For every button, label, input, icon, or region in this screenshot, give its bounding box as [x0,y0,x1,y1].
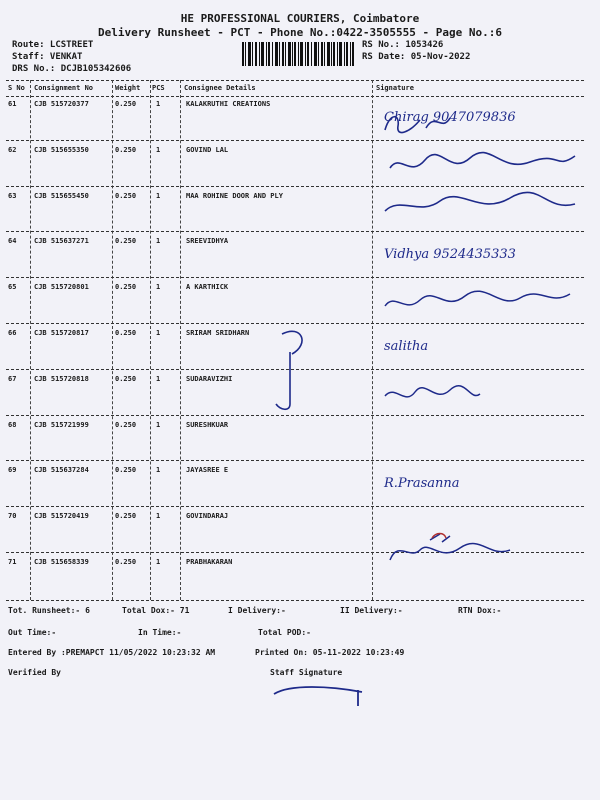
row-sno: 69 [8,466,17,475]
col-divider [30,80,31,600]
header-bottom-rule [6,96,584,97]
barcode-icon [242,42,354,66]
col-divider [112,80,113,600]
row-consignment-no: CJB 515721999 [34,420,89,429]
in-time: In Time:- [138,628,182,637]
col-header-signature: Signature [376,84,414,92]
row-sno: 66 [8,329,17,337]
row-weight: 0.250 [115,374,137,383]
row-consignee: GOVINDARAJ [186,512,229,521]
row-sno: 68 [8,420,17,429]
row-pcs: 1 [156,466,161,475]
signature-scribble-67 [380,376,580,416]
row-consignee: GOVIND LAL [186,145,229,154]
row-divider [6,277,584,278]
row-consignee: SRIRAM SRIDHARN [186,329,250,337]
row-sno: 64 [8,237,17,246]
row-consignment-no: CJB 515655450 [34,191,89,200]
signature-scribble-71 [380,530,580,570]
route-label: Route: LCSTREET [12,40,94,50]
row-weight: 0.250 [115,420,137,429]
row-consignee: MAA ROHINE DOOR AND PLY [186,191,283,200]
row-weight: 0.250 [115,558,137,566]
row-consignee: SREEVIDHYA [186,237,229,246]
row-consignee: SUDARAVIZHI [186,374,233,383]
row-consignment-no: CJB 515637284 [34,466,89,475]
total-pod: Total POD:- [258,628,311,637]
col-divider [150,80,151,600]
row-divider [6,506,584,507]
row-pcs: 1 [156,420,161,429]
table-top-rule [6,80,584,81]
col-header-sno: S No [8,84,25,92]
row-pcs: 1 [156,558,161,566]
i-delivery: I Delivery:- [228,606,286,615]
row-consignee: A KARTHICK [186,283,229,292]
row-consignee: KALAKRUTHI CREATIONS [186,100,271,108]
staff-signature-scribble [270,680,370,710]
printed-on: Printed On: 05-11-2022 10:23:49 [255,648,405,657]
staff-signature-label: Staff Signature [270,668,343,677]
signature-scribble-63 [380,186,580,226]
rs-number: RS No.: 1053426 [362,40,444,50]
rs-date: RS Date: 05-Nov-2022 [362,52,471,62]
row-consignment-no: CJB 515720801 [34,283,89,292]
col-header-pcs: PCS [152,84,165,92]
row-sno: 63 [8,191,17,200]
row-pcs: 1 [156,329,161,337]
row-consignee: SURESHKUAR [186,420,229,429]
row-weight: 0.250 [115,512,137,521]
handwritten-signature: Chirag 9047079836 [384,110,516,125]
row-divider [6,460,584,461]
row-consignment-no: CJB 515720419 [34,512,89,521]
handwritten-signature: R.Prasanna [384,476,460,492]
row-consignee: PRABHAKARAN [186,558,233,566]
row-weight: 0.250 [115,237,137,246]
row-consignment-no: CJB 515637271 [34,237,89,246]
col-header-weight: Weight [115,84,141,92]
row-pcs: 1 [156,191,161,200]
col-divider [372,80,373,600]
row-sno: 61 [8,100,17,108]
handwritten-signature: Vidhya 9524435333 [384,247,516,263]
row-weight: 0.250 [115,466,137,475]
signature-scribble-62 [380,148,580,188]
row-weight: 0.250 [115,329,137,337]
row-consignment-no: CJB 515658339 [34,558,89,566]
row-sno: 71 [8,558,17,566]
row-sno: 70 [8,512,17,521]
runsheet-subtitle: Delivery Runsheet - PCT - Phone No.:0422-3505555 - Page No.:6 [98,26,502,39]
verified-by: Verified By [8,668,61,677]
ii-delivery: II Delivery:- [340,606,403,615]
rtn-dox: RTN Dox:- [458,606,502,615]
row-consignment-no: CJB 515720817 [34,329,89,337]
out-time: Out Time:- [8,628,57,637]
pen-stroke-mark [272,324,312,414]
row-pcs: 1 [156,374,161,383]
col-divider [180,80,181,600]
signature-scribble-65 [380,282,580,322]
row-consignment-no: CJB 515720377 [34,100,89,108]
row-weight: 0.250 [115,191,137,200]
row-pcs: 1 [156,283,161,292]
row-divider [6,231,584,232]
company-title: HE PROFESSIONAL COURIERS, Coimbatore [180,12,420,25]
row-pcs: 1 [156,145,161,154]
total-dox: Total Dox:- 71 [122,606,190,615]
row-consignment-no: CJB 515655350 [34,145,89,154]
handwritten-signature: salitha [384,339,429,354]
tot-runsheet: Tot. Runsheet:- 6 [8,606,90,615]
drs-number: DRS No.: DCJB105342606 [12,64,132,74]
staff-label: Staff: VENKAT [12,52,83,62]
row-sno: 65 [8,283,17,292]
row-consignment-no: CJB 515720818 [34,374,89,383]
row-pcs: 1 [156,512,161,521]
col-header-consignment: Consignment No [34,84,94,92]
entered-by: Entered By :PREMAPCT 11/05/2022 10:23:32 AM [8,648,216,657]
row-weight: 0.250 [115,283,137,292]
col-header-consignee: Consignee Details [184,84,256,92]
row-sno: 62 [8,145,17,154]
row-pcs: 1 [156,100,161,108]
table-bottom-rule [6,600,584,601]
row-weight: 0.250 [115,100,137,108]
row-sno: 67 [8,374,17,383]
row-weight: 0.250 [115,145,137,154]
row-pcs: 1 [156,237,161,246]
row-consignee: JAYASREE E [186,466,229,475]
